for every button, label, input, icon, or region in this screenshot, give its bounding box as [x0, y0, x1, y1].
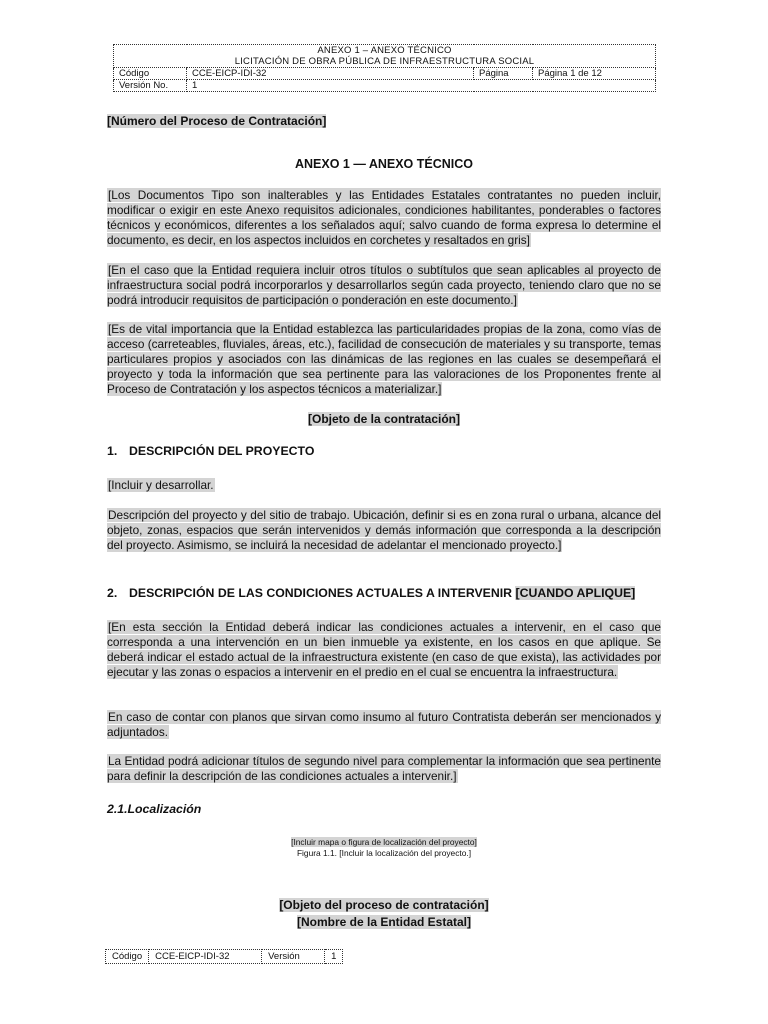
header-title-line1: ANEXO 1 – ANEXO TÉCNICO — [317, 45, 452, 56]
section-1-title: DESCRIPCIÓN DEL PROYECTO — [129, 444, 315, 458]
subsection-2-1-heading: 2.1.Localización — [107, 802, 202, 816]
section-2-paragraph-2: En caso de contar con planos que sirvan como insumo al futuro Contratista deberán ser mencionados y adjuntados. — [107, 710, 661, 739]
section-1-paragraph-2: Descripción del proyecto y del sitio de trabajo. Ubicación, definir si es en zona rural o urbana, alcance del objeto, zonas, espacios que serán intervenidos y demás información que corresponda a la descripción del proyecto. Asimismo, se incluirá la necesidad de adelantar el mencionado proyecto.] — [107, 508, 661, 552]
intro-paragraph-2: [En el caso que la Entidad requiera incluir otros títulos o subtítulos que sean aplicables al proyecto de infraestructura social podrá incorporarlos y desarrollarlos según cada proyecto, teniendo claro que no se podrá introducir requisitos de participación o ponderación en este documento.] — [107, 263, 661, 307]
header-pagina-value: Página 1 de 12 — [533, 68, 656, 80]
header-version-value: 1 — [187, 80, 656, 92]
closing-line-2: [Nombre de la Entidad Estatal] — [296, 915, 472, 929]
header-codigo-value: CCE-EICP-IDI-32 — [187, 68, 474, 80]
section-2-heading — [107, 586, 635, 600]
figure-placeholder: [Incluir mapa o figura de localización del proyecto] — [291, 837, 477, 847]
section-2-number: 2. — [107, 586, 118, 600]
footer-version-label: Versión — [262, 950, 325, 964]
header-version-label: Versión No. — [114, 80, 187, 92]
process-number: [Número del Proceso de Contratación] — [107, 114, 327, 128]
header-pagina-label: Página — [474, 68, 533, 80]
section-2-tag: [CUANDO APLIQUE] — [515, 586, 636, 600]
footer-table — [105, 949, 343, 964]
section-1-paragraph-1: [Incluir y desarrollar. — [108, 478, 214, 492]
section-1-heading — [107, 444, 314, 458]
document-title: ANEXO 1 — ANEXO TÉCNICO — [294, 157, 474, 171]
header-codigo-label: Código — [114, 68, 187, 80]
section-2-paragraph-1: [En esta sección la Entidad deberá indicar las condiciones actuales a intervenir, en el caso que corresponda a una intervención en un bien inmueble ya existente, en los casos en que aplique. Se deberá indicar el estado actual de la infraestructura existente (en caso de que exista), las actividades por ejecutar y las zonas o espacios a intervenir en el predio en el cual se encuentra la infraestructura. — [107, 620, 661, 679]
object-label: [Objeto de la contratación] — [307, 412, 460, 426]
figure-block — [107, 837, 661, 859]
footer-version-value: 1 — [325, 950, 343, 964]
header-title-cell — [114, 45, 656, 68]
intro-paragraph-3: [Es de vital importancia que la Entidad establezca las particularidades propias de la zona, como vías de acceso (carreteables, fluviales, áreas, etc.), facilidad de consecución de materiales y su transporte, temas particulares propios y asociados con las dinámicas de las regiones en las cuales se desempeñará el proyecto y toda la información que sea pertinente para las valoraciones de los Proponentes frente al Proceso de Contratación y los aspectos técnicos a materializar.] — [107, 322, 661, 396]
header-title-line2: LICITACIÓN DE OBRA PÚBLICA DE INFRAESTRUCTURA SOCIAL — [234, 56, 535, 67]
closing-block — [107, 897, 661, 931]
header-table — [113, 44, 656, 92]
section-2-title: DESCRIPCIÓN DE LAS CONDICIONES ACTUALES A INTERVENIR — [129, 586, 513, 600]
section-2-paragraph-3: La Entidad podrá adicionar títulos de segundo nivel para complementar la información que sea pertinente para definir la descripción de las condiciones actuales a intervenir.] — [107, 754, 661, 783]
closing-line-1: [Objeto del proceso de contratación] — [279, 898, 489, 912]
intro-paragraph-1: [Los Documentos Tipo son inalterables y las Entidades Estatales contratantes no pueden incluir, modificar o exigir en este Anexo requisitos adicionales, condiciones habilitantes, ponderables o factores técnicos y económicos, diferentes a los señalados aquí; salvo cuando de forma expresa lo determine el documento, es decir, en los aspectos incluidos en corchetes y resaltados en gris] — [107, 188, 661, 247]
section-1-number: 1. — [107, 444, 118, 458]
footer-codigo-label: Código — [106, 950, 149, 964]
footer-codigo-value: CCE-EICP-IDI-32 — [149, 950, 262, 964]
figure-caption: Figura 1.1. [Incluir la localización del proyecto.] — [296, 848, 472, 858]
